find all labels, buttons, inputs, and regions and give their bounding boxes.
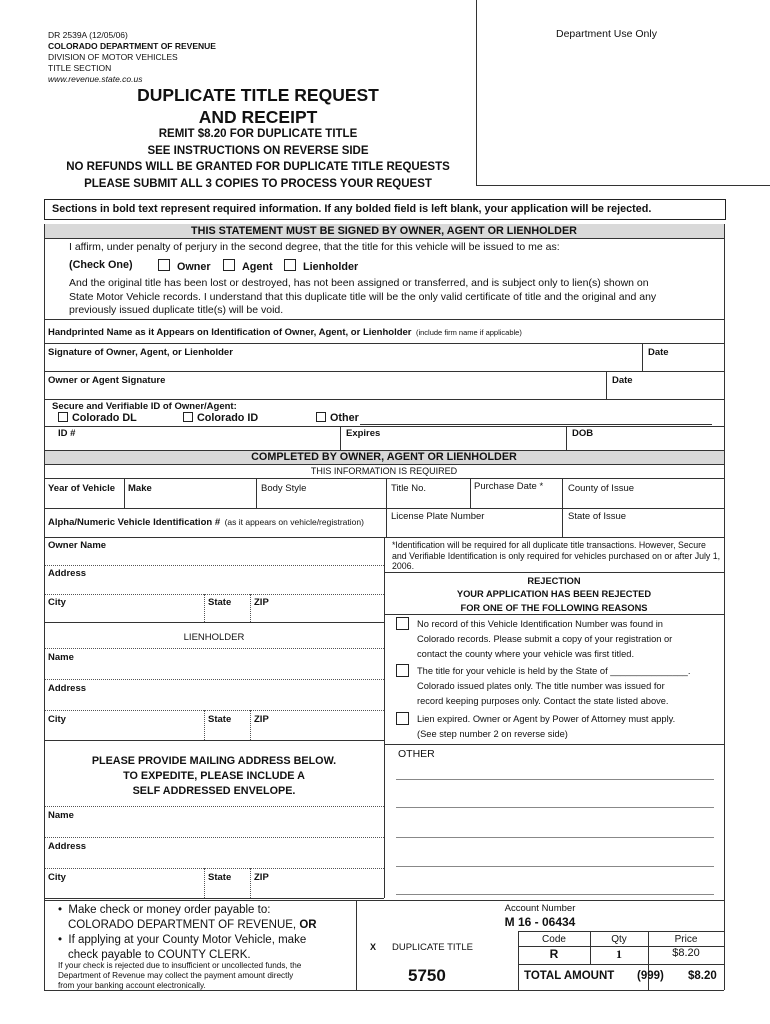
other-id-option[interactable] [316, 412, 359, 424]
form-border-left [44, 224, 45, 990]
mailing-line1: PLEASE PROVIDE MAILING ADDRESS BELOW. [91, 755, 337, 767]
plate-label: License Plate Number [391, 511, 485, 522]
divider [44, 478, 724, 479]
expires-label: Expires [346, 428, 381, 439]
website: www.revenue.state.co.us [48, 74, 143, 84]
owner-address-label: Address [48, 568, 87, 579]
rejection-line3: FOR ONE OF THE FOLLOWING REASONS [460, 602, 648, 613]
no-refunds-line: NO REFUNDS WILL BE GRANTED FOR DUPLICATE TITLE REQUESTS [66, 161, 450, 173]
owner-agent-signature-label: Owner or Agent Signature [48, 375, 166, 386]
statement-line2: State Motor Vehicle records. I understand that this duplicate title will be the only valid certificate of title and the original and any [69, 290, 657, 303]
divider [562, 508, 563, 537]
duplicate-title-label: DUPLICATE TITLE [392, 942, 473, 953]
divider [250, 594, 251, 622]
statement-line3: previously issued duplicate title(s) will be void. [69, 304, 284, 316]
statement-line1: And the original title has been lost or destroyed, has not been assigned or transferred, and is subject only to lien(s) shown on [69, 277, 649, 289]
divider [562, 478, 563, 508]
lienholder-checkbox[interactable] [284, 259, 296, 271]
colorado-id-label: Colorado ID [197, 412, 259, 424]
form-code: 5750 [408, 966, 446, 985]
vehicle-heading: COMPLETED BY OWNER, AGENT OR LIENHOLDER [251, 451, 517, 463]
fee-code: R [549, 947, 559, 961]
divider [44, 371, 724, 372]
lienholder-zip-label: ZIP [254, 714, 269, 725]
payment-or: OR [299, 919, 317, 931]
form-number: DR 2539A (12/05/06) [48, 30, 128, 40]
divider [250, 868, 251, 898]
year-label: Year of Vehicle [48, 483, 116, 494]
divider [518, 931, 724, 932]
divider [44, 710, 384, 711]
divider [44, 648, 384, 649]
payment-note-line3: from your banking account electronically. [58, 980, 206, 990]
account-number-label: Account Number [504, 903, 576, 914]
instructions-line: SEE INSTRUCTIONS ON REVERSE SIDE [147, 144, 369, 157]
other-id-checkbox[interactable] [316, 412, 326, 422]
section-name: TITLE SECTION [48, 63, 112, 73]
rejection-heading [384, 575, 724, 615]
payment-note-line2: Department of Revenue may collect the payment amount directly [58, 970, 294, 980]
owner-agent-signature-field[interactable] [44, 385, 604, 398]
statement-paragraph [69, 277, 729, 318]
lienholder-city-label: City [48, 714, 66, 725]
divider [44, 238, 724, 239]
divider [386, 478, 387, 508]
divider [44, 898, 384, 899]
lienholder-address-label: Address [48, 683, 87, 694]
payment-note-line1: If your check is rejected due to insufficient or uncollected funds, the [58, 961, 302, 970]
reason-lien-expired-line2: (See step number 2 on reverse side) [417, 729, 568, 739]
payment-bullet-1: • Make check or money order payable to: [58, 904, 271, 916]
divider [384, 744, 724, 745]
colorado-dl-checkbox[interactable] [58, 412, 68, 422]
mailing-zip-label: ZIP [254, 872, 269, 883]
other-reason-line[interactable] [396, 866, 714, 867]
colorado-id-checkbox[interactable] [183, 412, 193, 422]
payment-payee-name: COLORADO DEPARTMENT OF REVENUE, [68, 919, 297, 931]
reason-no-record-line3: contact the county where your vehicle was first titled. [417, 649, 635, 659]
reason-no-record-line2: Colorado records. Please submit a copy of your registration or [417, 634, 673, 644]
price-label: Price [674, 934, 698, 945]
divider [256, 478, 257, 508]
owner-name-label: Owner Name [48, 540, 107, 551]
purchase-date-label: Purchase Date * [474, 481, 544, 492]
dob-label: DOB [572, 428, 594, 439]
statement-heading: THIS STATEMENT MUST BE SIGNED BY OWNER, AGENT OR LIENHOLDER [191, 225, 577, 237]
divider [44, 806, 384, 807]
payment-bullet-2-text: If applying at your County Motor Vehicle, make [68, 934, 307, 946]
divider [566, 426, 567, 450]
reason-state-held-line1: The title for your vehicle is held by the State of _______________. [417, 666, 691, 676]
handprinted-name-field[interactable] [48, 322, 522, 340]
form-border-right [724, 224, 725, 990]
x-mark: X [370, 942, 377, 952]
form-title-line1: DUPLICATE TITLE REQUEST [137, 85, 379, 105]
body-style-label: Body Style [261, 483, 307, 494]
reason-state-held [417, 664, 717, 709]
vin-field[interactable] [48, 512, 364, 530]
divider [44, 740, 384, 741]
lienholder-option[interactable] [284, 259, 358, 273]
lienholder-option-label: Lienholder [303, 261, 359, 273]
mailing-line2: TO EXPEDITE, PLEASE INCLUDE A [123, 770, 305, 782]
divider [44, 399, 724, 400]
divider [204, 868, 205, 898]
id-number-label: ID # [58, 428, 76, 439]
code-label: Code [542, 934, 566, 945]
owner-agent-date-label: Date [612, 375, 633, 386]
colorado-dl-label: Colorado DL [72, 412, 137, 424]
mailing-name-label: Name [48, 810, 74, 821]
reason-state-held-checkbox[interactable] [396, 664, 409, 677]
department-name: COLORADO DEPARTMENT OF REVENUE [48, 41, 216, 51]
divider [386, 508, 387, 537]
account-number: M 16 - 06434 [504, 915, 576, 929]
divider [340, 426, 341, 450]
affirm-text: I affirm, under penalty of perjury in the second degree, that the title for this vehicle will be issued to me as: [69, 241, 560, 253]
payment-rejection-note [58, 961, 358, 990]
owner-option[interactable] [158, 259, 211, 273]
owner-zip-label: ZIP [254, 597, 269, 608]
divider [384, 572, 724, 573]
reason-lien-expired-checkbox[interactable] [396, 712, 409, 725]
rejection-line2: YOUR APPLICATION HAS BEEN REJECTED [456, 589, 652, 600]
signature-field[interactable] [44, 356, 640, 370]
reason-state-held-line3: record keeping purposes only. Contact the state listed above. [417, 696, 669, 706]
secure-id-label: Secure and Verifiable ID of Owner/Agent: [52, 401, 237, 412]
reason-no-record-checkbox[interactable] [396, 617, 409, 630]
divider [642, 343, 643, 371]
divider [44, 679, 384, 680]
divider [44, 868, 384, 869]
mailing-state-label: State [208, 872, 232, 883]
owner-option-label: Owner [177, 261, 211, 273]
divider [44, 508, 724, 509]
divider [44, 319, 724, 320]
divider [384, 614, 724, 615]
divider [44, 900, 724, 901]
other-reason-line[interactable] [396, 779, 714, 780]
form-title-line2: AND RECEIPT [198, 107, 318, 127]
owner-city-label: City [48, 597, 66, 608]
owner-checkbox[interactable] [158, 259, 170, 271]
qty-label: Qty [611, 934, 627, 945]
agent-option-label: Agent [242, 261, 273, 273]
handprinted-name-label: Handprinted Name as it Appears on Identification of Owner, Agent, or Lienholder [48, 327, 412, 338]
county-issue-label: County of Issue [568, 483, 635, 494]
divider [250, 710, 251, 740]
form-title [48, 84, 468, 128]
reason-no-record-line1: No record of this Vehicle Identification Number was found in [417, 619, 663, 629]
divider [44, 622, 384, 623]
total-amount-label: TOTAL AMOUNT [524, 970, 615, 982]
divider [44, 837, 384, 838]
other-reason-line[interactable] [396, 837, 714, 838]
department-use-label: Department Use Only [556, 28, 657, 40]
other-id-line[interactable] [360, 424, 712, 425]
divider [518, 964, 724, 965]
required-info-label: THIS INFORMATION IS REQUIRED [310, 466, 458, 476]
colorado-dl-option[interactable] [58, 412, 137, 424]
payment-instructions [58, 903, 358, 963]
divider [606, 371, 607, 399]
state-issue-label: State of Issue [568, 511, 627, 522]
rejection-title: REJECTION [527, 576, 581, 586]
divider [44, 426, 724, 427]
mailing-address-label: Address [48, 841, 87, 852]
payment-payee [58, 918, 358, 933]
handprinted-name-note: (include firm name if applicable) [415, 328, 522, 337]
colorado-id-option[interactable] [183, 412, 258, 424]
lienholder-heading: LIENHOLDER [183, 632, 245, 643]
other-id-label: Other [330, 412, 359, 424]
agent-checkbox[interactable] [223, 259, 235, 271]
reason-lien-expired-line1: Lien expired. Owner or Agent by Power of Attorney must apply. [417, 714, 676, 724]
make-label: Make [128, 483, 152, 494]
divider [44, 565, 384, 566]
divider [44, 343, 724, 344]
total-amount: $8.20 [688, 970, 717, 982]
identification-note: *Identification will be required for all duplicate title transactions. However, Secure and Verifiable Identification is only required for vehicles purchased on or after July 1, 2006. [392, 540, 721, 571]
total-code: (999) [637, 970, 664, 982]
reason-no-record [417, 617, 717, 662]
header-instructions [48, 126, 468, 192]
mailing-instructions [44, 754, 384, 799]
check-one-label: (Check One) [69, 259, 133, 271]
agent-option[interactable] [223, 259, 273, 273]
divider [204, 710, 205, 740]
lienholder-state-label: State [208, 714, 232, 725]
payment-county-clerk: check payable to COUNTY CLERK. [68, 949, 251, 961]
title-number-label: Title No. [391, 483, 427, 494]
payment-bullet-2: • If applying at your County Motor Vehicle, make [58, 934, 307, 946]
required-notice: Sections in bold text represent required information. If any bolded field is left blank, your application will be rejected. [44, 199, 726, 220]
lienholder-name-label: Name [48, 652, 74, 663]
other-reason-label: OTHER [398, 748, 435, 760]
vin-label: Alpha/Numeric Vehicle Identification # [48, 517, 221, 528]
reason-lien-expired [417, 712, 717, 742]
owner-state-label: State [208, 597, 232, 608]
fee-qty: 1 [616, 947, 622, 961]
divider [44, 464, 724, 465]
remit-line: REMIT $8.20 FOR DUPLICATE TITLE [158, 128, 358, 140]
other-reason-line[interactable] [396, 807, 714, 808]
vin-note: (as it appears on vehicle/registration) [224, 517, 364, 527]
mailing-city-label: City [48, 872, 66, 883]
divider [124, 478, 125, 508]
divider [204, 594, 205, 622]
division-name: DIVISION OF MOTOR VEHICLES [48, 52, 178, 62]
mailing-line3: SELF ADDRESSED ENVELOPE. [132, 785, 296, 797]
divider [44, 594, 384, 595]
signature-label: Signature of Owner, Agent, or Lienholder [48, 347, 233, 358]
payment-bullet-1-text: Make check or money order payable to: [68, 904, 271, 916]
other-reason-line[interactable] [396, 894, 714, 895]
signature-date-label: Date [648, 347, 669, 358]
reason-state-held-line2: Colorado issued plates only. The title number was issued for [417, 681, 665, 691]
submit-copies-line: PLEASE SUBMIT ALL 3 COPIES TO PROCESS YOUR REQUEST [84, 177, 432, 190]
divider [470, 478, 471, 508]
fee-price: $8.20 [672, 947, 700, 959]
